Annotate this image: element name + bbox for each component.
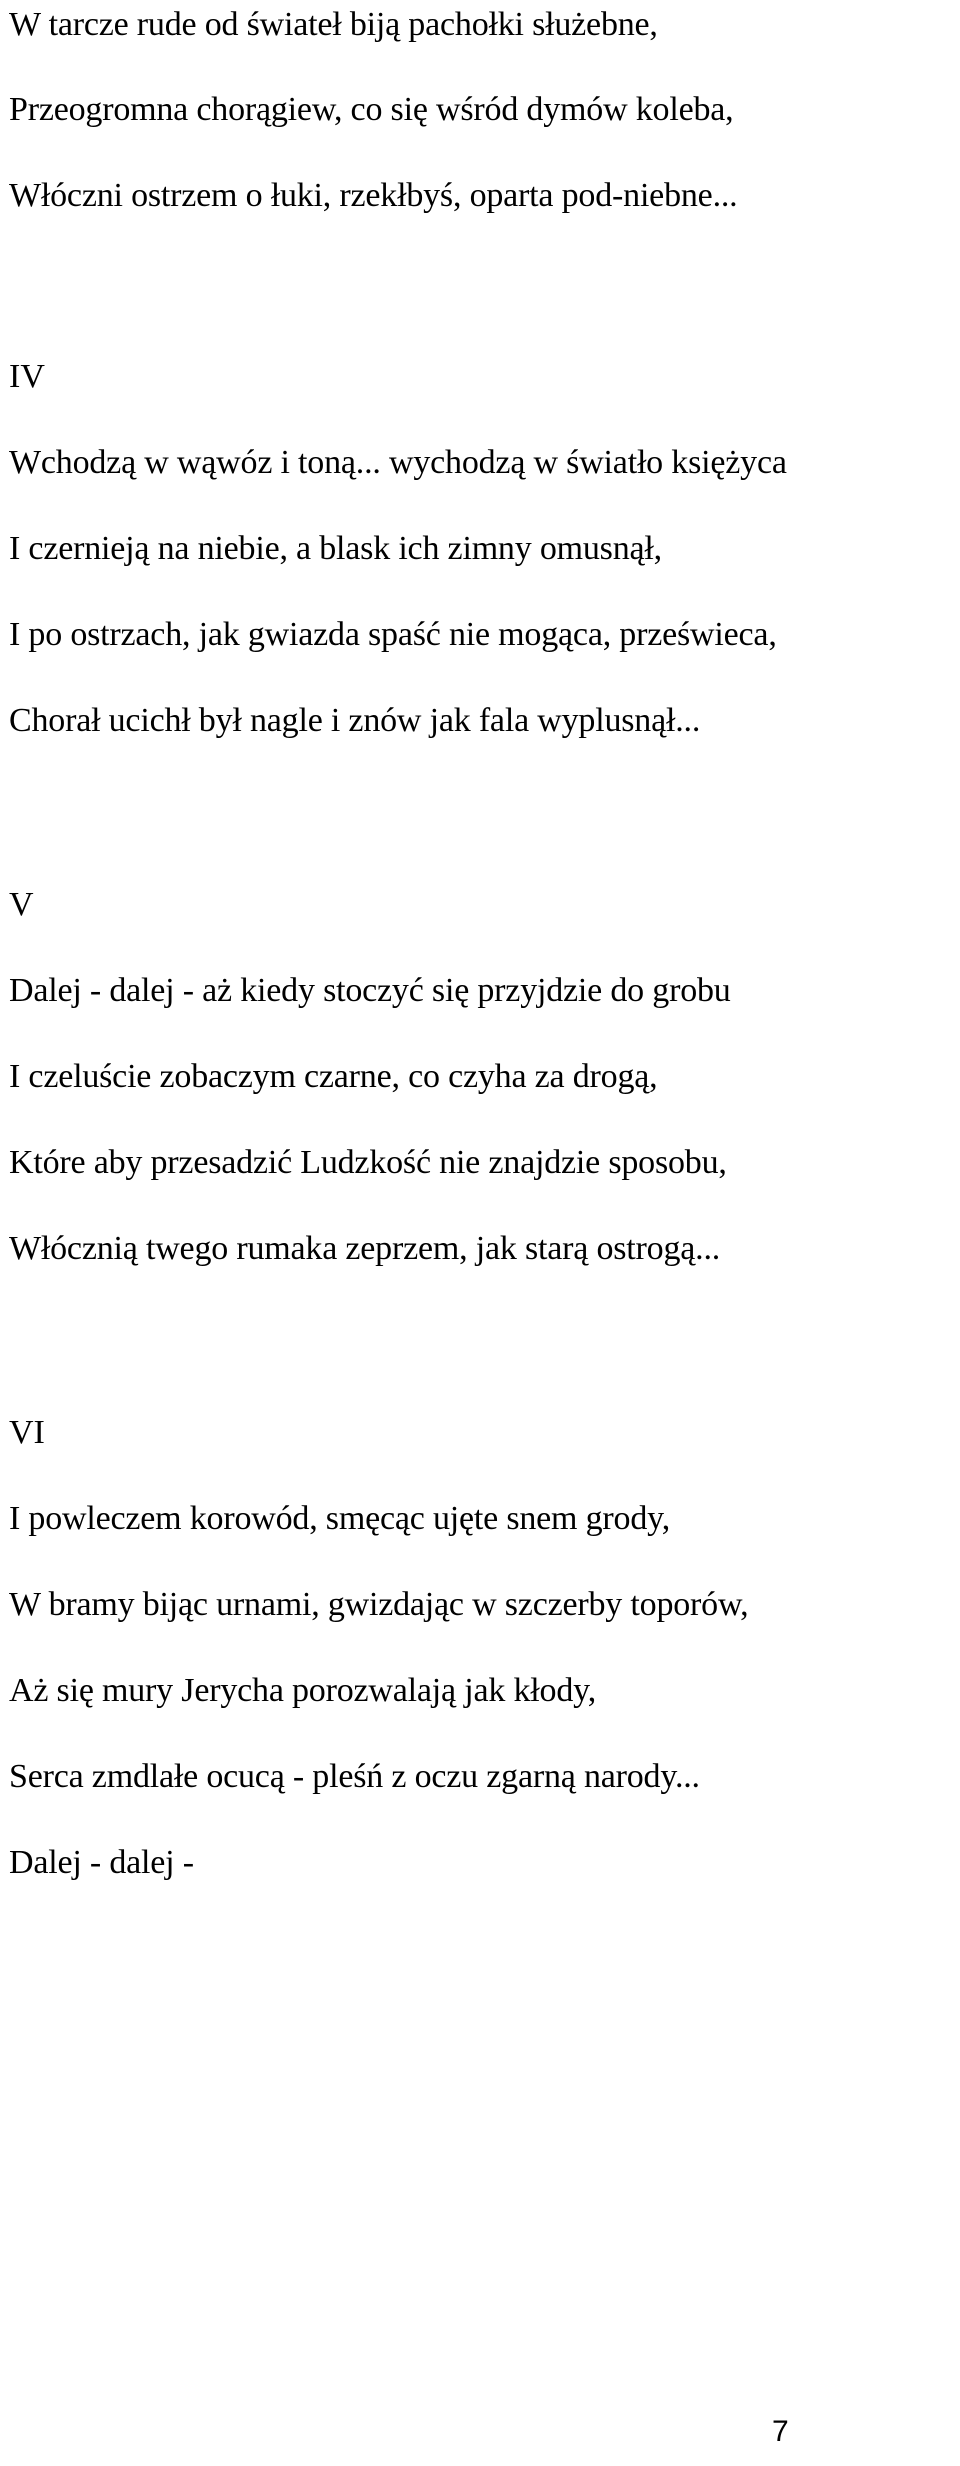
- poem-line: Chorał ucichł był nagle i znów jak fala wyplusnął...: [9, 702, 701, 739]
- poem-line: I czernieją na niebie, a blask ich zimny omusnął,: [9, 530, 662, 567]
- poem-line: Wchodzą w wąwóz i toną... wychodzą w światło księżyca: [9, 444, 787, 481]
- poem-line: Włóczni ostrzem o łuki, rzekłbyś, oparta pod-niebne...: [9, 177, 738, 214]
- poem-line: I po ostrzach, jak gwiazda spaść nie mogąca, prześwieca,: [9, 616, 777, 653]
- stanza-number: VI: [9, 1414, 45, 1451]
- poem-line: Przeogromna chorągiew, co się wśród dymów koleba,: [9, 91, 734, 128]
- poem-line: Dalej - dalej - aż kiedy stoczyć się przyjdzie do grobu: [9, 972, 731, 1009]
- stanza-number: IV: [9, 358, 45, 395]
- stanza-number: V: [9, 886, 34, 923]
- poem-line: I czeluście zobaczym czarne, co czyha za drogą,: [9, 1058, 658, 1095]
- poem-line: Włócznią twego rumaka zeprzem, jak starą ostrogą...: [9, 1230, 721, 1267]
- poem-line: W tarcze rude od świateł biją pachołki służebne,: [9, 6, 658, 43]
- poem-line: Aż się mury Jerycha porozwalają jak kłody,: [9, 1672, 597, 1709]
- poem-line: W bramy bijąc urnami, gwizdając w szczerby toporów,: [9, 1586, 749, 1623]
- poem-line: Dalej - dalej -: [9, 1844, 194, 1881]
- poem-line: Serca zmdlałe ocucą - pleśń z oczu zgarną narody...: [9, 1758, 700, 1795]
- page-number: 7: [772, 2415, 789, 2448]
- poem-line: I powleczem korowód, smęcąc ujęte snem grody,: [9, 1500, 671, 1537]
- poem-line: Które aby przesadzić Ludzkość nie znajdzie sposobu,: [9, 1144, 727, 1181]
